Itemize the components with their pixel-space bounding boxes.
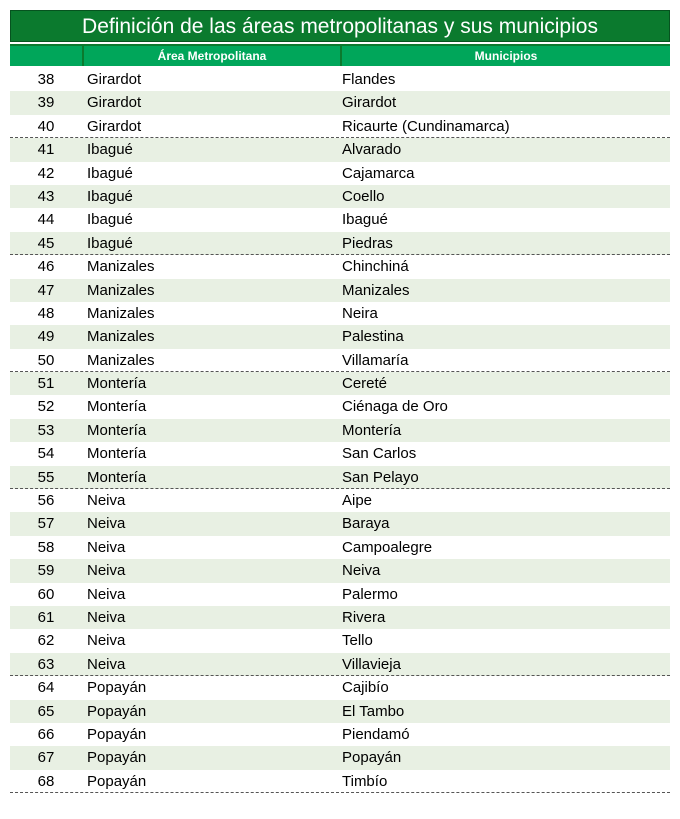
- row-municipio: Timbío: [342, 772, 388, 790]
- table-row: [10, 676, 670, 699]
- table-body: [10, 68, 670, 793]
- table-row: [10, 162, 670, 185]
- row-municipio: Aipe: [342, 492, 373, 510]
- table-row: [10, 232, 670, 255]
- row-municipio: San Carlos: [342, 445, 417, 463]
- row-number: 40: [37, 117, 55, 135]
- row-number: 51: [37, 375, 55, 393]
- table-row: [10, 115, 670, 138]
- row-municipio: Piedras: [342, 234, 393, 252]
- table-header: [10, 44, 670, 66]
- row-area: Manizales: [87, 304, 155, 322]
- row-municipio: Montería: [342, 421, 402, 439]
- row-municipio: Neira: [342, 304, 378, 322]
- row-number: 56: [37, 492, 55, 510]
- row-municipio: Manizales: [342, 281, 410, 299]
- row-number: 58: [37, 538, 55, 556]
- table-row: [10, 185, 670, 208]
- row-municipio: Palermo: [342, 585, 398, 603]
- table-row: [10, 723, 670, 746]
- row-number: 43: [37, 187, 55, 205]
- row-number: 67: [37, 749, 55, 767]
- row-area: Ibagué: [87, 211, 133, 229]
- table-row: [10, 770, 670, 793]
- row-area: Montería: [87, 468, 147, 486]
- table-row: [10, 68, 670, 91]
- table-row: [10, 208, 670, 231]
- table-row: [10, 489, 670, 512]
- row-area: Popayán: [87, 702, 147, 720]
- header-area: Área Metropolitana: [84, 46, 342, 66]
- table-row: [10, 466, 670, 489]
- row-area: Neiva: [87, 585, 126, 603]
- row-municipio: San Pelayo: [342, 468, 419, 486]
- table-row: [10, 91, 670, 114]
- row-municipio: Villamaría: [342, 351, 409, 369]
- table-row: [10, 395, 670, 418]
- row-area: Neiva: [87, 515, 126, 533]
- row-number: 60: [37, 585, 55, 603]
- row-municipio: Coello: [342, 187, 385, 205]
- row-area: Ibagué: [87, 234, 133, 252]
- row-area: Popayán: [87, 749, 147, 767]
- row-area: Ibagué: [87, 141, 133, 159]
- row-number: 65: [37, 702, 55, 720]
- table-row: [10, 559, 670, 582]
- row-number: 49: [37, 328, 55, 346]
- row-area: Montería: [87, 421, 147, 439]
- table-row: [10, 536, 670, 559]
- row-municipio: Flandes: [342, 71, 396, 88]
- row-area: Manizales: [87, 281, 155, 299]
- table-row: [10, 606, 670, 629]
- row-municipio: Baraya: [342, 515, 390, 533]
- row-number: 48: [37, 304, 55, 322]
- row-number: 45: [37, 234, 55, 252]
- row-number: 63: [37, 655, 55, 673]
- row-number: 53: [37, 421, 55, 439]
- row-area: Popayán: [87, 772, 147, 790]
- table-row: [10, 419, 670, 442]
- row-municipio: Popayán: [342, 749, 402, 767]
- row-municipio: Neiva: [342, 562, 381, 580]
- row-number: 57: [37, 515, 55, 533]
- row-municipio: Piendamó: [342, 725, 410, 743]
- row-municipio: Cajamarca: [342, 164, 415, 182]
- row-area: Neiva: [87, 632, 126, 650]
- row-area: Neiva: [87, 608, 126, 626]
- row-municipio: Campoalegre: [342, 538, 433, 556]
- row-area: Manizales: [87, 351, 155, 369]
- table-row: [10, 653, 670, 676]
- row-municipio: Ciénaga de Oro: [342, 398, 448, 416]
- row-municipio: Rivera: [342, 608, 386, 626]
- table-row: [10, 629, 670, 652]
- row-number: 64: [37, 679, 55, 697]
- table-title: Definición de las áreas metropolitanas y sus municipios: [10, 10, 670, 42]
- table-row: [10, 583, 670, 606]
- table-row: [10, 349, 670, 372]
- row-number: 39: [37, 94, 55, 112]
- table-row: [10, 442, 670, 465]
- row-area: Neiva: [87, 655, 126, 673]
- row-number: 42: [37, 164, 55, 182]
- row-number: 44: [37, 211, 55, 229]
- row-municipio: Ibagué: [342, 211, 388, 229]
- row-number: 62: [37, 632, 55, 650]
- row-area: Neiva: [87, 492, 126, 510]
- row-area: Girardot: [87, 94, 142, 112]
- row-area: Ibagué: [87, 187, 133, 205]
- row-area: Popayán: [87, 679, 147, 697]
- table-row: [10, 746, 670, 769]
- table-row: [10, 138, 670, 161]
- table-row: [10, 255, 670, 278]
- row-municipio: El Tambo: [342, 702, 405, 720]
- row-number: 38: [37, 71, 55, 88]
- table-row: [10, 325, 670, 348]
- row-municipio: Cajibío: [342, 679, 389, 697]
- header-number-cell: [10, 46, 84, 66]
- row-area: Manizales: [87, 328, 155, 346]
- row-area: Ibagué: [87, 164, 133, 182]
- table-row: [10, 700, 670, 723]
- row-number: 55: [37, 468, 55, 486]
- row-area: Montería: [87, 445, 147, 463]
- row-number: 52: [37, 398, 55, 416]
- row-area: Popayán: [87, 725, 147, 743]
- row-number: 47: [37, 281, 55, 299]
- row-area: Girardot: [87, 117, 142, 135]
- row-area: Manizales: [87, 258, 155, 276]
- table-row: [10, 279, 670, 302]
- row-municipio: Ricaurte (Cundinamarca): [342, 117, 510, 135]
- table-row: [10, 372, 670, 395]
- row-area: Girardot: [87, 71, 142, 88]
- table-row: [10, 302, 670, 325]
- header-municipios: Municipios: [474, 49, 538, 63]
- row-number: 46: [37, 258, 55, 276]
- table-row: [10, 512, 670, 535]
- row-number: 68: [37, 772, 55, 790]
- row-area: Montería: [87, 398, 147, 416]
- row-area: Neiva: [87, 562, 126, 580]
- row-municipio: Tello: [342, 632, 373, 650]
- spreadsheet: [10, 10, 670, 793]
- row-municipio: Alvarado: [342, 141, 402, 159]
- row-number: 59: [37, 562, 55, 580]
- row-area: Neiva: [87, 538, 126, 556]
- row-number: 66: [37, 725, 55, 743]
- row-number: 61: [37, 608, 55, 626]
- row-municipio: Girardot: [342, 94, 397, 112]
- row-area: Montería: [87, 375, 147, 393]
- row-municipio: Villavieja: [342, 655, 401, 673]
- row-municipio: Chinchiná: [342, 258, 409, 276]
- row-number: 50: [37, 351, 55, 369]
- row-number: 54: [37, 445, 55, 463]
- row-number: 41: [37, 141, 55, 159]
- row-municipio: Cereté: [342, 375, 388, 393]
- row-municipio: Palestina: [342, 328, 404, 346]
